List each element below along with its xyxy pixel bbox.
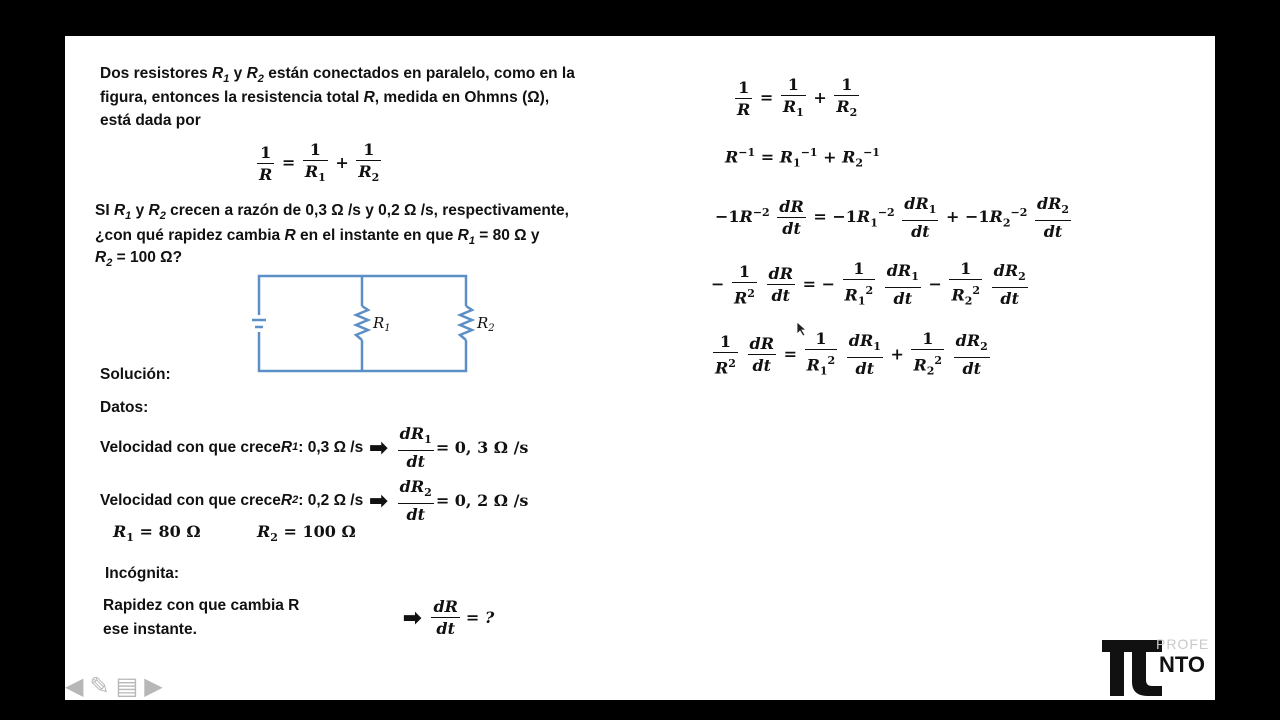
- problem-line-2: figura, entonces la resistencia total R, medida en Ohmns (Ω),: [100, 89, 550, 106]
- problem-line-1: Dos resistores $R_1$ y $R_2$ están conectados en paralelo, como en la: [100, 65, 575, 86]
- logo-profe-text: PROFE: [1156, 636, 1210, 652]
- derivation-step-3: $-1R^{-2}$ $\frac{dR}{dt}$ = $-1R_1^{-2}$ $\frac{dR_1}{dt}$ + $-1R_2^{-2}$ $\frac{dR_2}{dt}$: [715, 194, 1070, 242]
- logo-nto-text: NTO: [1159, 652, 1206, 677]
- problem-line-3: está dada por: [100, 112, 201, 129]
- slide: [65, 36, 1215, 700]
- rapidez-line-1: Rapidez con que cambia R: [103, 597, 300, 614]
- question-line-3: $R_2 = 100$ Ω?: [95, 249, 183, 270]
- circuit-diagram: [250, 270, 510, 378]
- solution-title: Solución:: [100, 366, 171, 383]
- r2-value: $R_2 = 100$ Ω: [257, 522, 356, 545]
- velocity-r2-row: Velocidad con que crece R 2 : 0,2 Ω /s ➡ $\frac{dR_2}{dt}$ = 0, 2 Ω /s: [100, 477, 529, 525]
- derivation-step-4: − $\frac{1}{R^2}$ $\frac{dR}{dt}$ = − $\frac{1}{R_1^2}$ $\frac{dR_1}{dt}$ − $\frac{1}{R_2^2}$ $\frac{dR_2}{dt}$: [711, 259, 1026, 309]
- resistor-r2-label: $R_2$: [477, 314, 495, 334]
- r1-value: $R_1 = 80$ Ω: [113, 522, 201, 545]
- parallel-formula: $\frac{1}{R}$ = $\frac{1}{R_1}$ + $\frac{1}{R_2}$: [259, 140, 380, 185]
- logo: [1102, 634, 1215, 698]
- question-line-2: ¿con qué rapidez cambia R en el instante en que $R_1 = 80$ Ω y: [95, 227, 540, 248]
- rapidez-line-2: ese instante.: [103, 621, 197, 638]
- unknown-row: ➡ $\frac{dR}{dt}$ = ?: [403, 597, 495, 638]
- next-arrow-icon[interactable]: ▶: [144, 673, 163, 700]
- arrow-right-icon: ➡: [403, 605, 422, 630]
- menu-icon[interactable]: ▤: [115, 673, 139, 700]
- incognita-title: Incógnita:: [105, 565, 180, 582]
- derivation-step-2: $R^{-1} = R_1^{-1} + R_2^{-1}$: [725, 146, 880, 170]
- derivation-step-1: $\frac{1}{R}$ = $\frac{1}{R_1}$ + $\frac{1}{R_2}$: [737, 75, 858, 120]
- derivation-step-5: $\frac{1}{R^2}$ $\frac{dR}{dt}$ = $\frac{1}{R_1^2}$ $\frac{dR_1}{dt}$ + $\frac{1}{R_2^2}$ $\frac{dR_2}{dt}$: [715, 329, 988, 379]
- arrow-right-icon: ➡: [369, 435, 388, 461]
- arrow-right-icon: ➡: [369, 488, 388, 514]
- velocity-r1-row: Velocidad con que crece R 1 : 0,3 Ω /s ➡ $\frac{dR_1}{dt}$ = 0, 3 Ω /s: [100, 424, 529, 472]
- prev-arrow-icon[interactable]: ◀: [65, 673, 84, 700]
- slide-nav: [65, 672, 163, 700]
- datos-title: Datos:: [100, 399, 149, 416]
- pen-icon[interactable]: ✎: [89, 673, 110, 700]
- question-line-1: SI $R_1$ y $R_2$ crecen a razón de 0,3 Ω /s y 0,2 Ω /s, respectivamente,: [95, 202, 569, 223]
- resistor-r1-label: $R_1$: [373, 314, 391, 334]
- mouse-cursor-icon: [796, 321, 808, 337]
